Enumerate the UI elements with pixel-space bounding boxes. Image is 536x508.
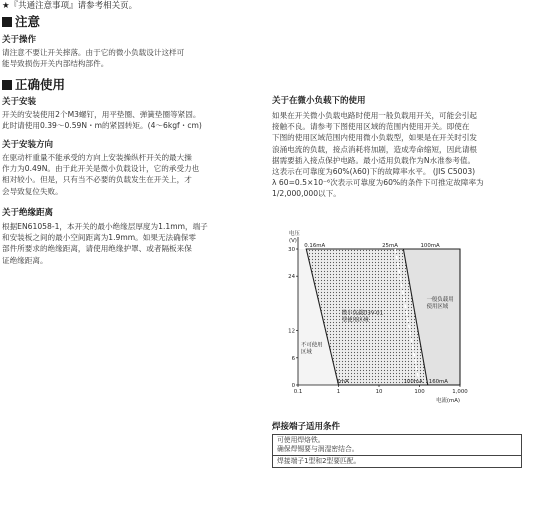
y-tick-label: 30 bbox=[288, 247, 295, 253]
general-region-label: 使用区域 bbox=[426, 304, 449, 311]
caution-title: 注意 bbox=[2, 14, 264, 30]
x-tick-label: 1,000 bbox=[452, 389, 468, 395]
micro-region-label: 微小负载D3V-01 bbox=[341, 310, 384, 317]
operation-text: 请注意不要让开关摔落。由于它的微小负载设计这样可 能导致损伤开关内部结构部件。 bbox=[2, 48, 185, 69]
square-bullet-icon bbox=[2, 80, 12, 90]
annotation-label: 160mA bbox=[428, 379, 449, 385]
direction-text: 在驱动杆重量不能承受的方向上安装操纵杆开关的最大操 作力为0.49N。由于此开关是微小负载设计，它的承受力也 相对较小。但是，只有当不必要的负载发生在开关上，才 会导致复位失败。 bbox=[2, 153, 200, 196]
micro-region-label: 型使用区域 bbox=[341, 317, 369, 324]
unusable-region-label: 不可使用 bbox=[301, 342, 323, 349]
direction-heading: 关于安装方向 bbox=[2, 140, 54, 150]
annotation-label: 1mA bbox=[336, 379, 349, 385]
install-text: 开关的安装使用2个M3螺钉，用平垫圈、弹簧垫圈等紧固。 此时请使用0.39～0.59N・m的紧固转矩。(4～6kgf・cm) bbox=[2, 110, 202, 131]
x-tick-label: 10 bbox=[375, 389, 383, 395]
y-tick-label: 12 bbox=[288, 328, 295, 335]
annotation-label: 0.16mA bbox=[304, 243, 326, 249]
solder-heading: 焊接端子适用条件 bbox=[272, 422, 341, 432]
x-tick-label: 100 bbox=[414, 389, 425, 395]
operation-heading: 关于操作 bbox=[2, 35, 37, 45]
solder-row: 可使用焊烙铁。 确保焊锡要与润湿密结合。 bbox=[277, 436, 359, 453]
correct-use-title: 正确使用 bbox=[2, 77, 264, 93]
annotation-label: 100mA bbox=[420, 243, 440, 249]
x-tick-label: 0.1 bbox=[293, 389, 303, 395]
insulation-heading: 关于绝缘距离 bbox=[2, 208, 54, 218]
y-tick-label: 24 bbox=[288, 274, 295, 281]
y-tick-label: 6 bbox=[291, 355, 295, 362]
x-axis-label: 电流(mA) bbox=[436, 398, 460, 404]
solder-conditions-table bbox=[272, 434, 522, 468]
load-area-chart bbox=[272, 225, 472, 415]
y-axis-unit: (V) bbox=[289, 238, 297, 244]
install-heading: 关于安装 bbox=[2, 97, 37, 107]
general-region-label: 一般负载用 bbox=[426, 297, 454, 304]
common-notes-reference: ★『共通注意事项』请参考相关页。 bbox=[2, 1, 138, 11]
unusable-region-label: 区域 bbox=[301, 349, 312, 356]
annotation-label: 100mA bbox=[403, 379, 423, 385]
annotation-label: 25mA bbox=[382, 243, 398, 249]
square-bullet-icon bbox=[2, 17, 12, 27]
solder-row: 焊接端子1型和2型要匹配。 bbox=[273, 455, 521, 467]
x-tick-label: 1 bbox=[336, 389, 341, 395]
y-axis-label: 电压 bbox=[289, 231, 300, 237]
micro-load-heading: 关于在微小负载下的使用 bbox=[272, 96, 366, 106]
insulation-text: 根据EN61058-1，本开关的最小绝缘层厚度为1.1mm，端子 和安装板之间的最小空间距离为1.9mm。如果无法确保零 部件所要求的绝缘距离，请使用绝缘护罩、或者隔板来保 证绝缘距离。 bbox=[2, 222, 208, 265]
micro-load-text: 如果在开关微小负载电路时使用一般负载用开关，可能会引起 接触不良。请参考下图使用区域的范围内使用开关。即使在 下图的使用区域范围内使用微小负载型，如果是在开关时引发 浪涌电流的负载，接点消耗将加剧，造成寿命缩短，因此请根 据需要插入接点保护电路。最小适用负载作为N水准参考值。 这表示在可靠度为60%(λ60)下的故障率水平。 (JIS C5003) λ 60=0.5×10⁻⁶次表示可靠度为60%的条件下可推定故障率为 1/2,000,000以下。 bbox=[272, 111, 484, 199]
y-tick-label: 0 bbox=[291, 383, 295, 389]
